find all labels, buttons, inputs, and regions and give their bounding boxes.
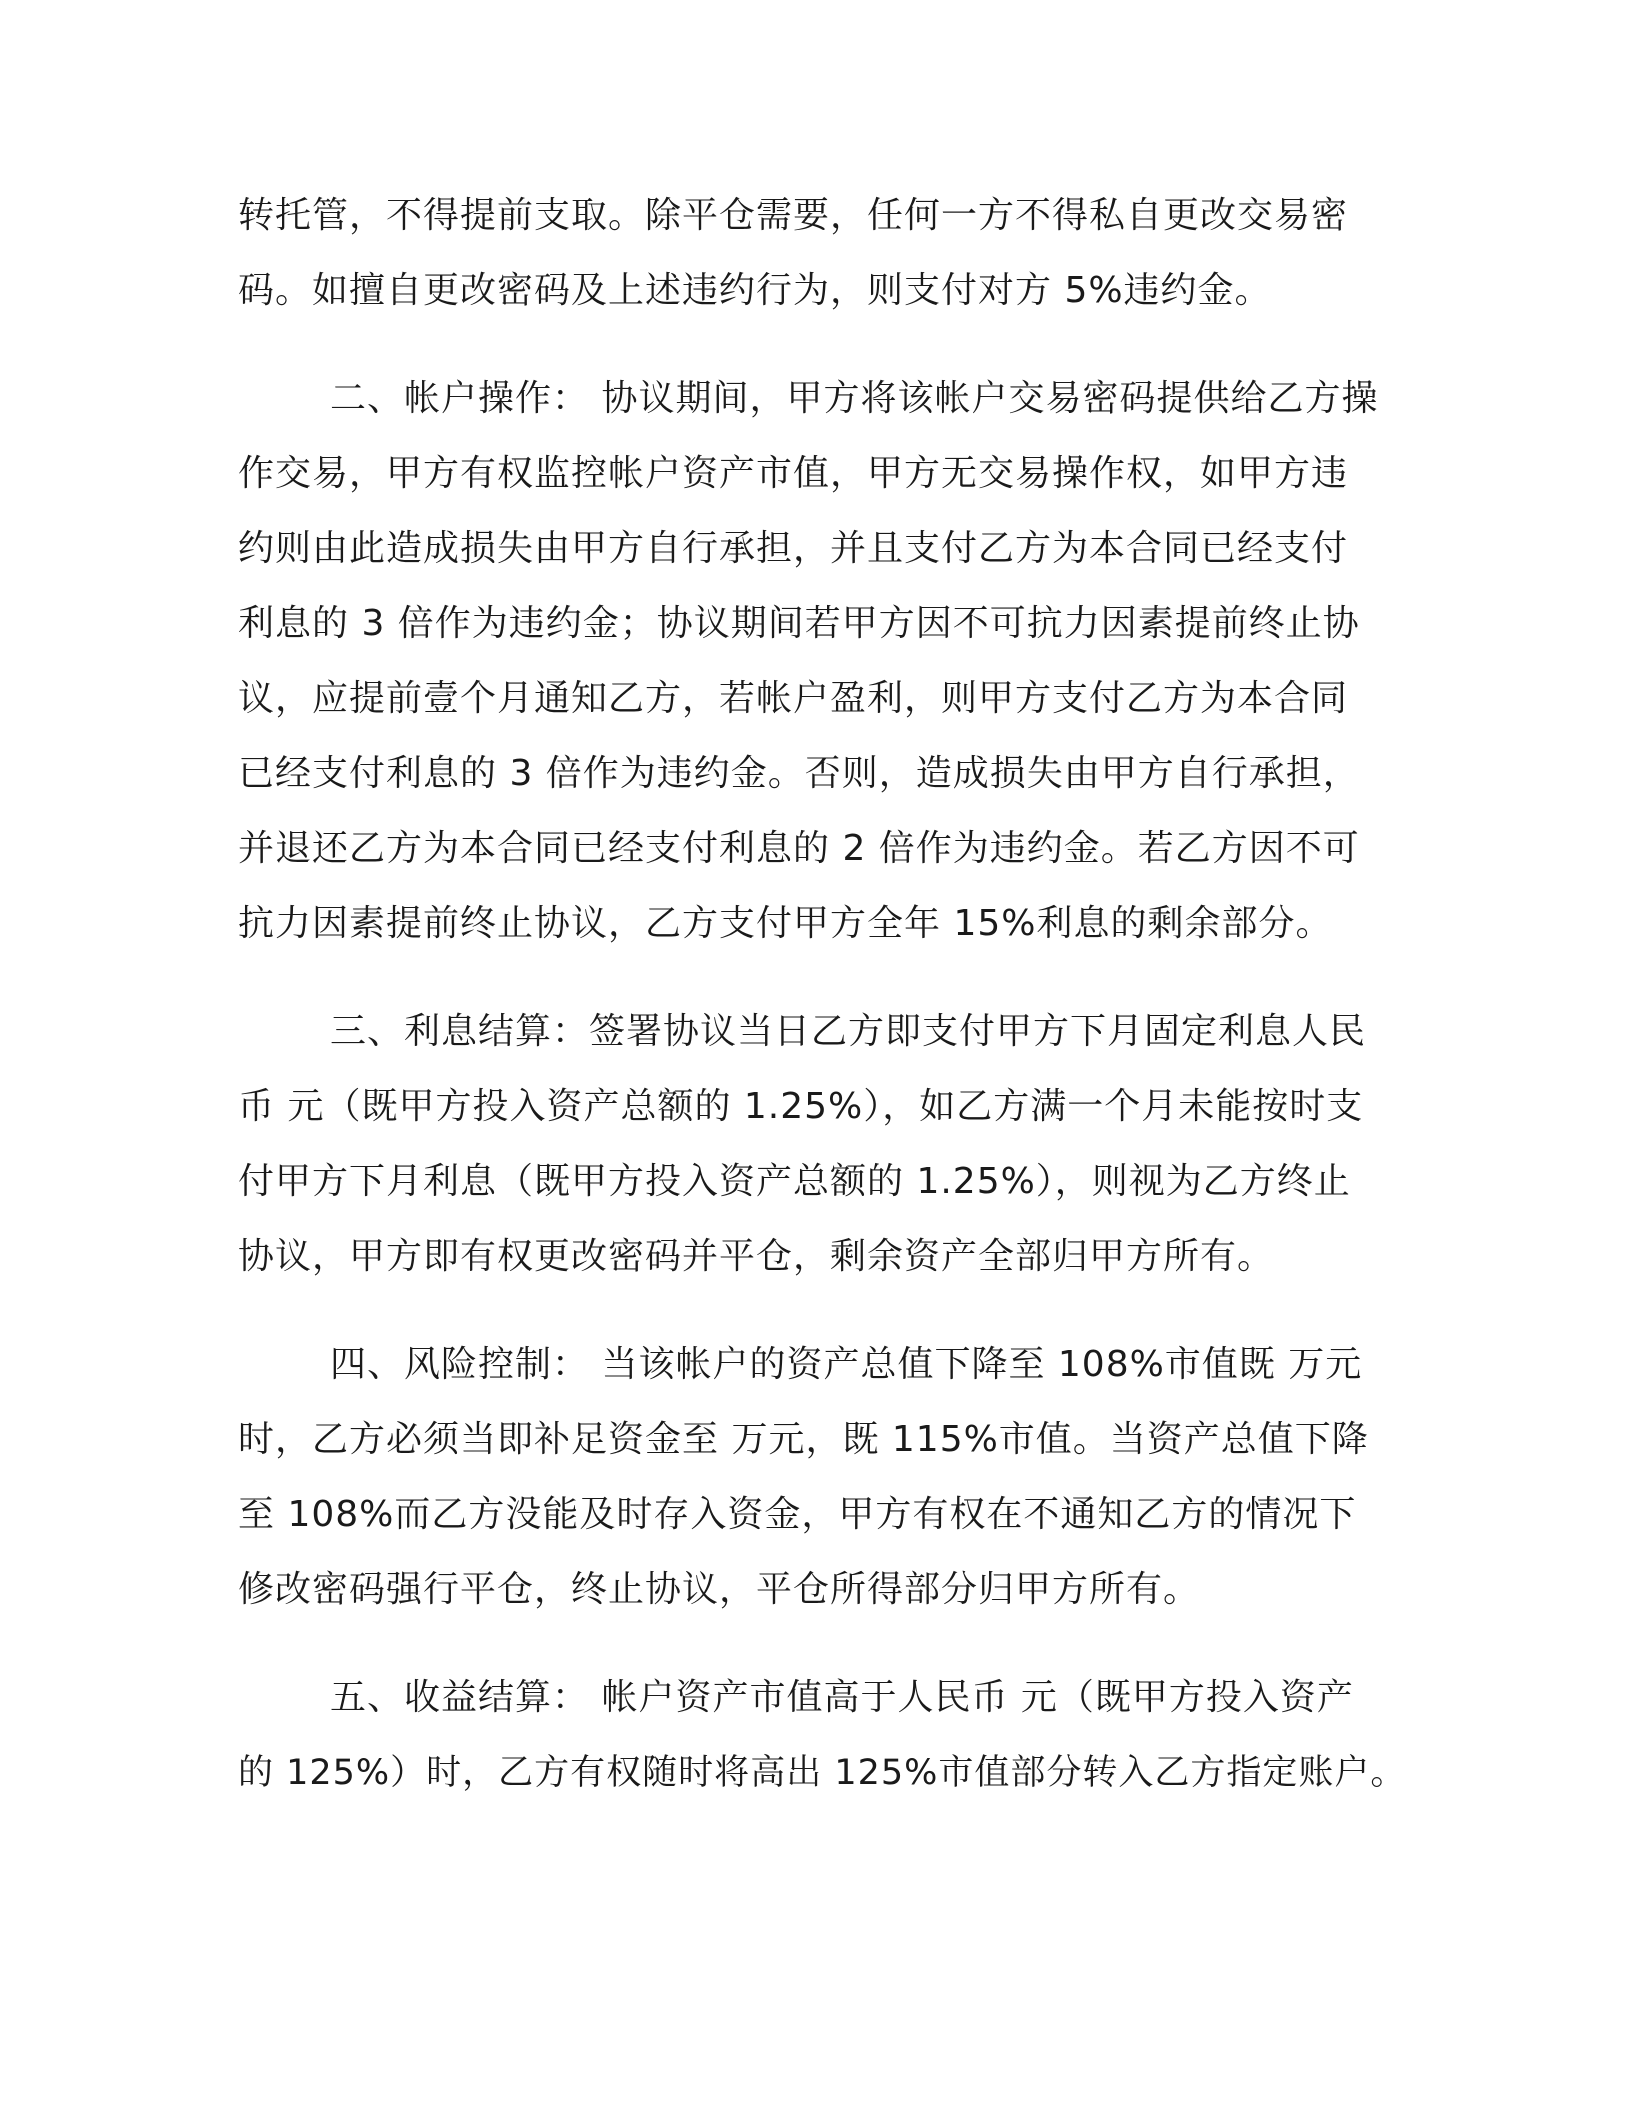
- paragraph-1-line-2: 码。如擅自更改密码及上述违约行为，则支付对方 5%违约金。: [238, 270, 1272, 311]
- section-interest-settlement-heading-line: 三、利息结算：签署协议当日乙方即支付甲方下月固定利息人民: [330, 1011, 1367, 1052]
- paragraph-1-line-1: 转托管，不得提前支取。除平仓需要，任何一方不得私自更改交易密: [238, 195, 1349, 236]
- paragraph-2-line-4: 利息的 3 倍作为违约金；协议期间若甲方因不可抗力因素提前终止协: [238, 603, 1360, 644]
- paragraph-3-line-2: 币 元（既甲方投入资产总额的 1.25%），如乙方满一个月未能按时支: [238, 1086, 1364, 1127]
- paragraph-2-line-2: 作交易，甲方有权监控帐户资产市值，甲方无交易操作权，如甲方违: [238, 453, 1349, 494]
- paragraph-4-line-2: 时，乙方必须当即补足资金至 万元，既 115%市值。当资产总值下降: [238, 1419, 1369, 1460]
- section-account-operation-heading-line: 二、帐户操作： 协议期间，甲方将该帐户交易密码提供给乙方操: [330, 378, 1379, 419]
- paragraph-2-line-8: 抗力因素提前终止协议，乙方支付甲方全年 15%利息的剩余部分。: [238, 903, 1333, 944]
- paragraph-3-line-4: 协议，甲方即有权更改密码并平仓，剩余资产全部归甲方所有。: [238, 1236, 1275, 1277]
- paragraph-4-line-4: 修改密码强行平仓，终止协议，平仓所得部分归甲方所有。: [238, 1569, 1201, 1610]
- paragraph-5-line-2: 的 125%）时，乙方有权随时将高出 125%市值部分转入乙方指定账户。: [238, 1753, 1407, 1793]
- paragraph-2-line-5: 议，应提前壹个月通知乙方，若帐户盈利，则甲方支付乙方为本合同: [238, 678, 1349, 719]
- paragraph-2-line-3: 约则由此造成损失由甲方自行承担，并且支付乙方为本合同已经支付: [238, 528, 1349, 569]
- section-profit-settlement-heading-line: 五、收益结算： 帐户资产市值高于人民币 元（既甲方投入资产: [330, 1677, 1354, 1718]
- paragraph-2-line-6: 已经支付利息的 3 倍作为违约金。否则，造成损失由甲方自行承担，: [238, 753, 1360, 794]
- paragraph-2-line-7: 并退还乙方为本合同已经支付利息的 2 倍作为违约金。若乙方因不可: [238, 828, 1360, 869]
- paragraph-4-line-3: 至 108%而乙方没能及时存入资金，甲方有权在不通知乙方的情况下: [238, 1494, 1357, 1535]
- paragraph-3-line-3: 付甲方下月利息（既甲方投入资产总额的 1.25%），则视为乙方终止: [238, 1161, 1351, 1202]
- section-risk-control-heading-line: 四、风险控制： 当该帐户的资产总值下降至 108%市值既 万元: [330, 1344, 1363, 1385]
